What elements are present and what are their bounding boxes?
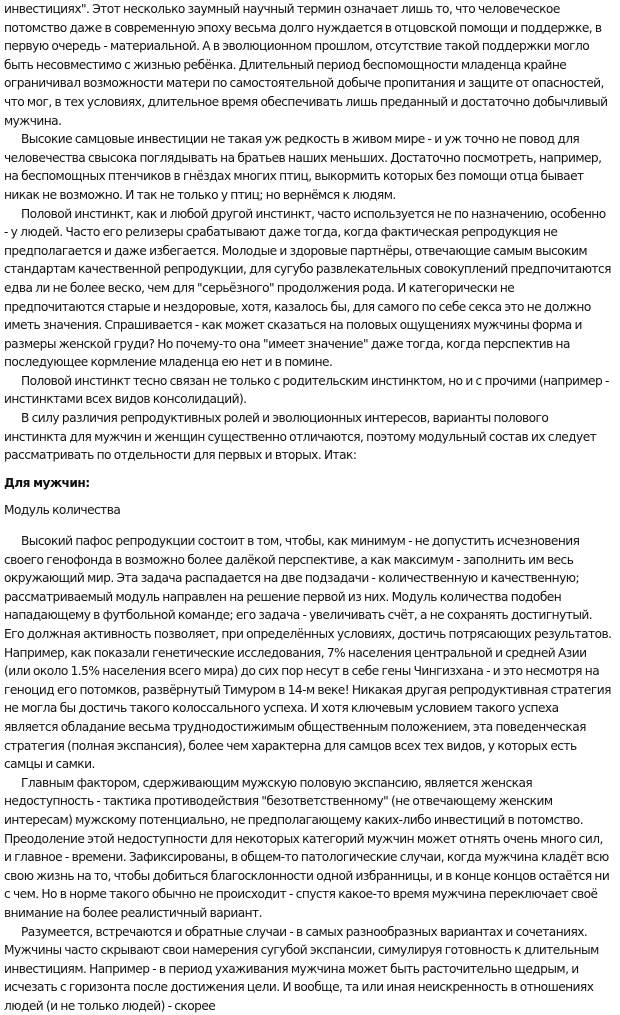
paragraph-5: В силу различия репродуктивных ролей и эволюционных интересов, варианты полового инстинкта для мужчин и женщин существенно отличаются, поэтому модульный состав их следует рассматривать по отдельности для первых и вторых. Итак: xyxy=(4,409,612,465)
section-subheading: Модуль количества xyxy=(4,501,612,520)
paragraph-1: инвестициях". Этот несколько заумный научный термин означает лишь то, что человеческое потомство даже в современную эпоху весьма долго нуждается в отцовской помощи и поддержке, в первую очередь - материальной. А в эволюционном прошлом, отсутствие такой поддержки могло быть несовместимо с жизнью ребёнка. Длительный период беспомощности младенца крайне ограничивал возможности матери по самостоятельной добыче пропитания и защите от опасностей, что мог, в тех условиях, длительное время обеспечивать лишь преданный и достаточно добычливый мужчина. xyxy=(4,0,612,130)
paragraph-2: Высокие самцовые инвестиции не такая уж редкость в живом мире - и уж точно не повод для человечества свысока поглядывать на братьев наших меньших. Достаточно посмотреть, например, на беспомощных птенчиков в гнёздах многих птиц, выкормить которых без помощи отца бывает никак не возможно. И так не только у птиц; но вернёмся к людям. xyxy=(4,130,612,204)
paragraph-7: Главным фактором, сдерживающим мужскую половую экспансию, является женская недоступность - тактика противодействия "безответственному" (не отвечающему женским интересам) мужскому потенциально, не предполагающему каких-либо инвестиций в потомство. Преодоление этой недоступности для некоторых категорий мужчин может отнять очень много сил, и главное - времени. Зафиксированы, в общем-то патологические случаи, когда мужчина кладёт всю свою жизнь на то, чтобы добиться благосклонности одной избранницы, и в конце концов остаётся ни с чем. Но в норме такого обычно не происходит - спустя какое-то время мужчина переключает своё внимание на более реалистичный вариант. xyxy=(4,774,612,923)
paragraph-6: Высокий пафос репродукции состоит в том, чтобы, как минимум - не допустить исчезновения своего генофонда в возможно более далёкой перспективе, а как максимум - заполнить им весь окружающий мир. Эта задача распадается на две подзадачи - количественную и качественную; рассматриваемый модуль направлен на решение первой из них. Модуль количества подобен нападающему в футбольной команде; его задача - увеличивать счёт, а не сохранять достигнутый. Его должная активность позволяет, при определённых условиях, достичь потрясающих результатов. Например, как показали генетические исследования, 7% населения центральной и средней Азии (или около 1.5% населения всего мира) до сих пор несут в себе гены Чингизхана - и это несмотря на геноцид его потомков, развёрнутый Тимуром в 14-м веке! Никакая другая репродуктивная стратегия не могла бы достичь такого колоссального успеха. И хотя ключевым условием такого успеха является обладание весьма труднодостижимым общественным положением, эта поведенческая стратегия (полная экспансия), более чем характерна для самцов всех тех видов, у которых есть самцы и самки. xyxy=(4,532,612,774)
paragraph-4: Половой инстинкт тесно связан не только с родительским инстинктом, но и с прочими (например - инстинктами всех видов консолидаций). xyxy=(4,372,612,409)
paragraph-8: Разумеется, встречаются и обратные случаи - в самых разнообразных вариантах и сочетаниях. Мужчины часто скрывают свои намерения сугубой экспансии, симулируя готовность к длительным инвестициям. Например - в период ухаживания мужчина может быть расточительно щедрым, и исчезать с горизонта после достижения цели. И вообще, та или иная неискренность в отношениях людей (и не только людей) - скорее xyxy=(4,923,612,1015)
section-heading: Для мужчин: xyxy=(4,474,612,493)
paragraph-3: Половой инстинкт, как и любой другой инстинкт, часто используется не по назначению, особенно - у людей. Часто его релизеры срабатывают даже тогда, когда фактическая репродукция не предполагается и даже избегается. Молодые и здоровые партнёры, отвечающие самым высоким стандартам качественной репродукции, для сугубо развлекательных совокуплений предпочитаются едва ли не более веско, чем для "серьёзного" продолжения рода. И категорически не предпочитаются старые и нездоровые, хотя, казалось бы, для самого по себе секса это не должно иметь значения. Спрашивается - как может сказаться на половых ощущениях мужчины форма и размеры женской груди? Но почему-то она "имеет значение" даже тогда, когда перспектив на последующее кормление младенца ею нет и в помине. xyxy=(4,205,612,372)
